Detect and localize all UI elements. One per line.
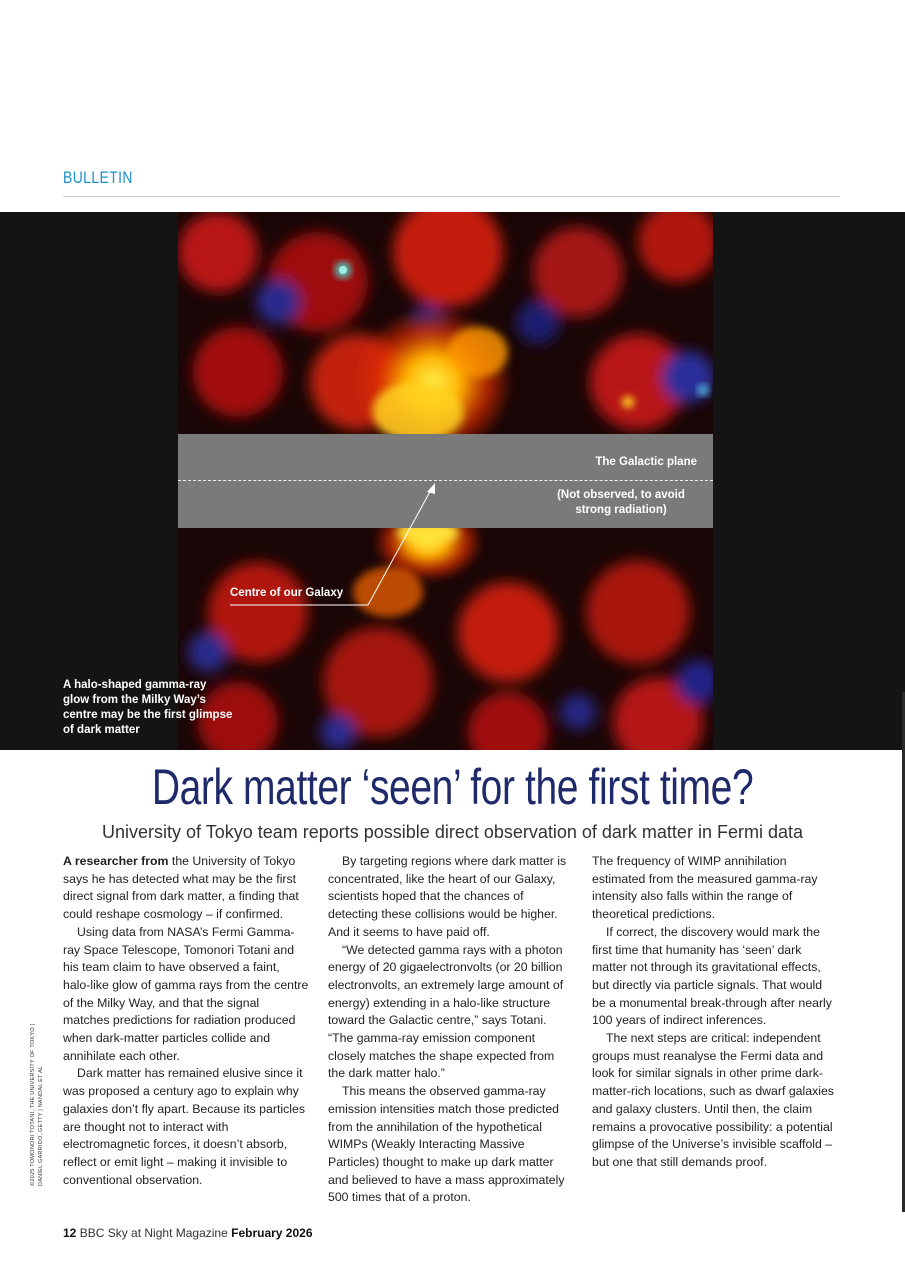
article-headline: Dark matter ‘seen’ for the first time?: [151, 759, 754, 815]
paragraph: By targeting regions where dark matter is concentrated, like the heart of our Galaxy, scientists hoped that the chances of detecting these collisions would be higher. And it seems to have paid off.: [328, 854, 567, 939]
body-column-3: [592, 853, 838, 1172]
page-number: 12: [63, 1226, 77, 1240]
paragraph: This means the observed gamma-ray emission intensities match those predicted from the annihilation of the hypothetical WIMPs (Weakly Interacting Massive Particles) thought to make up dark matter and believed to have a mass approximately 500 times that of a proton.: [328, 1084, 565, 1205]
paragraph: If correct, the discovery would mark the first time that humanity has ‘seen’ dark matter not through its gravitational effects, but directly via particle signals. That would be a monumental break-through after nearly 100 years of indirect inferences.: [592, 924, 832, 1028]
paragraph: The next steps are critical: independent groups must reanalyse the Fermi data and look for similar signals in other prime dark-matter-rich locations, such as dwarf galaxies and galaxy clusters. Until then, the claim remains a provocative possibility: a potential glimpse of the Universe’s invisible scaffold – but one that still demands proof.: [592, 1031, 834, 1169]
publication-name: BBC Sky at Night Magazine: [79, 1226, 228, 1240]
issue-date: February 2026: [231, 1226, 313, 1240]
galactic-plane-note: (Not observed, to avoid strong radiation): [557, 489, 685, 516]
page-footer: [63, 1226, 313, 1240]
gamma-ray-map: [178, 212, 713, 750]
section-label: BULLETIN: [63, 168, 133, 187]
paragraph: The frequency of WIMP annihilation estimated from the measured gamma-ray intensity also falls within the range of theoretical predictions.: [592, 854, 818, 922]
article-standfirst: University of Tokyo team reports possible direct observation of dark matter in Fermi data: [102, 822, 803, 842]
hero-figure: [0, 212, 905, 750]
figure-caption: A halo-shaped gamma-ray glow from the Milky Way’s centre may be the first glimpse of dark matter: [63, 679, 233, 736]
lead-in: A researcher from: [63, 854, 169, 868]
header-rule: [63, 196, 840, 197]
body-column-2: [328, 853, 574, 1207]
image-credit: ©2025 TOMONORI TOTANI, THE UNIVERSITY OF TOKYO | DANIEL GARRIDO, GETTY | NANDAL ET AL: [30, 1023, 44, 1186]
paragraph: Using data from NASA’s Fermi Gamma-ray Space Telescope, Tomonori Totani and his team claim to have observed a faint, halo-like glow of gamma rays from the centre of the Milky Way, and that the signal matches predictions for radiation produced when dark-matter particles collide and annihilate each other.: [63, 924, 309, 1063]
article-body: [63, 853, 840, 1213]
paragraph-text: the University of Tokyo says he has detected what may be the first direct signal from dark matter, a finding that could reshape cosmology – if confirmed.: [63, 854, 299, 922]
galactic-plane-label: The Galactic plane: [595, 456, 697, 468]
galactic-plane-line: [178, 480, 713, 481]
body-column-1: [63, 853, 309, 1189]
paragraph: “We detected gamma rays with a photon energy of 20 gigaelectronvolts (or 20 billion electronvolts, an extremely large amount of energy) extending in a halo-like structure toward the Galactic centre,” says Totani. “The gamma-ray emission component closely matches the shape expected from the dark matter halo.”: [328, 942, 564, 1081]
paragraph: Dark matter has remained elusive since it was proposed a century ago to explain why galaxies don’t fly apart. Because its particles are thought not to interact with electromagnetic forces, it doesn’t absorb, reflect or emit light – making it invisible to conventional observation.: [63, 1066, 305, 1187]
galactic-centre-label: Centre of our Galaxy: [230, 587, 344, 599]
paragraph: [63, 853, 309, 924]
